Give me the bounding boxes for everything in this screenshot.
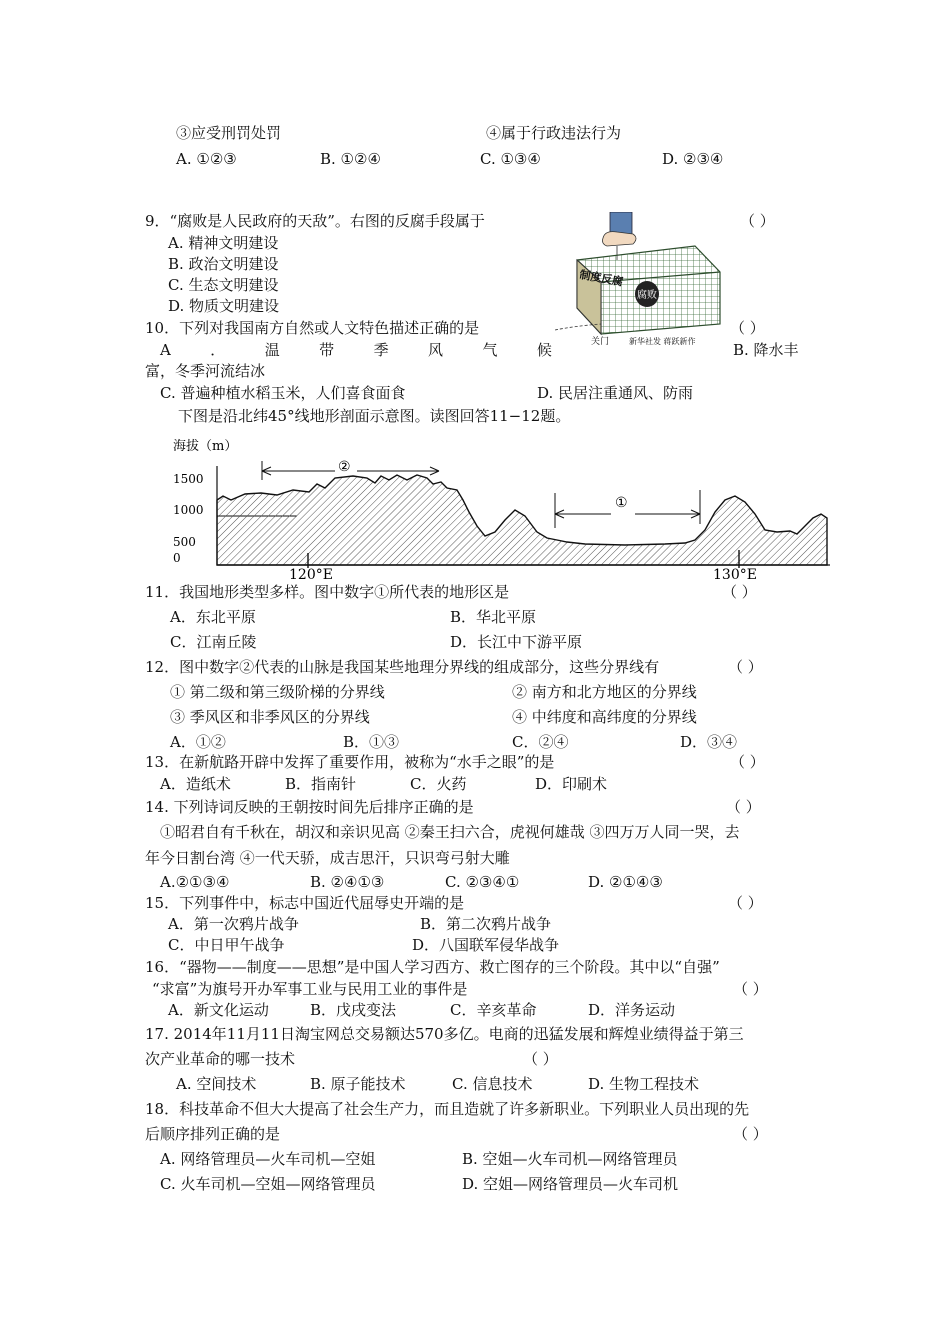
q12-item-2: ② 南方和北方地区的分界线 [512, 683, 697, 701]
q8-option-4: ④属于行政违法行为 [486, 124, 622, 142]
q12-stem: 12．图中数字②代表的山脉是我国某些地理分界线的组成部分，这些分界线有 [145, 658, 660, 676]
x-label-130e: 130°E [713, 567, 757, 583]
profile-y-label: 海拔（m） [173, 439, 238, 454]
q12-choice-c[interactable]: C．②④ [512, 733, 569, 751]
q15-stem: 15．下列事件中，标志中国近代屈辱史开端的是 [145, 894, 465, 912]
q10-stem: 10．下列对我国南方自然或人文特色描述正确的是 [145, 319, 480, 337]
q16-option-d[interactable]: D．洋务运动 [588, 1001, 676, 1019]
q9-answer-paren: （ ） [740, 212, 775, 230]
q18-answer-paren: （ ） [733, 1125, 768, 1143]
q10-a-char: A [160, 341, 171, 359]
q18-stem-line-1: 18．科技革命不但大大提高了社会生产力，而且造就了许多新职业。下列职业人员出现的先 [145, 1100, 750, 1118]
profile-intro: 下图是沿北纬45°线地形剖面示意图。读图回答11−12题。 [178, 407, 571, 425]
q11-option-c[interactable]: C．江南丘陵 [170, 633, 257, 651]
q16-option-b[interactable]: B．戊戌变法 [310, 1001, 397, 1019]
q18-stem-line-2: 后顺序排列正确的是 [145, 1125, 281, 1143]
q9-option-c[interactable]: C. 生态文明建设 [168, 276, 279, 294]
q8-choice-a[interactable]: A. ①②③ [176, 150, 237, 168]
q17-stem-line-2: 次产业革命的哪一技术 [145, 1050, 296, 1068]
q11-answer-paren: （ ） [722, 583, 757, 601]
q16-option-a[interactable]: A．新文化运动 [168, 1001, 269, 1019]
q13-option-d[interactable]: D．印刷术 [535, 775, 608, 793]
q14-poems-line-1: ①昭君自有千秋在，胡汉和亲识见高 ②秦王扫六合，虎视何雄哉 ③四万万人同一哭，去 [160, 823, 740, 841]
q18-option-d[interactable]: D. 空姐—网络管理员—火车司机 [462, 1175, 679, 1193]
q18-option-b[interactable]: B. 空姐—火车司机—网络管理员 [462, 1150, 678, 1168]
q9-stem: 9．“腐败是人民政府的天敌”。右图的反腐手段属于 [145, 212, 485, 230]
q15-option-c[interactable]: C．中日甲午战争 [168, 936, 285, 954]
q10-a-char: 温 [264, 341, 280, 359]
q10-option-b-head[interactable]: B. 降水丰 [733, 341, 799, 359]
q17-option-d[interactable]: D. 生物工程技术 [588, 1075, 700, 1093]
q13-option-c[interactable]: C．火药 [410, 775, 467, 793]
q14-answer-paren: （ ） [726, 798, 761, 816]
q12-choice-b[interactable]: B．①③ [343, 733, 400, 751]
q8-choice-b[interactable]: B. ①②④ [320, 150, 381, 168]
q10-a-char: 季 [373, 341, 389, 359]
q13-answer-paren: （ ） [730, 753, 765, 771]
q10-option-b-tail: 富，冬季河流结冰 [145, 362, 266, 380]
q14-choice-c[interactable]: C. ②③④① [445, 873, 520, 891]
q18-option-a[interactable]: A. 网络管理员—火车司机—空姐 [160, 1150, 376, 1168]
q16-answer-paren: （ ） [733, 980, 768, 998]
cartoon-caption-gate: 关门 [591, 337, 610, 347]
q15-answer-paren: （ ） [728, 894, 763, 912]
q9-option-d[interactable]: D. 物质文明建设 [168, 297, 280, 315]
q15-option-b[interactable]: B．第二次鸦片战争 [420, 915, 552, 933]
q10-option-d[interactable]: D. 民居注重通风、防雨 [537, 384, 694, 402]
q14-stem: 14. 下列诗词反映的王朝按时间先后排序正确的是 [145, 798, 474, 816]
q14-choice-a[interactable]: A.②①③④ [160, 873, 230, 891]
q14-choice-d[interactable]: D. ②①④③ [588, 873, 663, 891]
q17-option-b[interactable]: B. 原子能技术 [310, 1075, 406, 1093]
cage-sign-text: 制度反腐 [578, 268, 625, 289]
profile-marker-2: ② [338, 459, 351, 475]
q10-a-char: 气 [482, 341, 498, 359]
y-tick-0: 0 [173, 551, 181, 565]
q8-option-3: ③应受刑罚处罚 [176, 124, 282, 142]
q10-option-c[interactable]: C. 普遍种植水稻玉米，人们喜食面食 [160, 384, 406, 402]
q15-option-d[interactable]: D．八国联军侵华战争 [412, 936, 560, 954]
q16-stem-line-1: 16．“器物——制度——思想”是中国人学习西方、救亡图存的三个阶段。其中以“自强” [145, 958, 720, 976]
q12-choice-a[interactable]: A．①② [170, 733, 226, 751]
q12-item-4: ④ 中纬度和高纬度的分界线 [512, 708, 697, 726]
q18-option-c[interactable]: C. 火车司机—空姐—网络管理员 [160, 1175, 376, 1193]
hand-shape [603, 232, 637, 246]
profile-marker-1: ① [615, 495, 628, 511]
x-label-120e: 120°E [289, 567, 333, 583]
q8-choice-d[interactable]: D. ②③④ [662, 150, 724, 168]
q17-answer-paren: （ ） [523, 1050, 558, 1068]
q12-choice-d[interactable]: D．③④ [680, 733, 738, 751]
y-tick-500: 500 [173, 535, 196, 549]
caged-label: 腐败 [637, 290, 657, 301]
q9-option-b[interactable]: B. 政治文明建设 [168, 255, 279, 273]
q11-option-d[interactable]: D．长江中下游平原 [450, 633, 583, 651]
q16-stem-line-2: “求富”为旗号开办军事工业与民用工业的事件是 [152, 980, 468, 998]
q10-a-char: 带 [319, 341, 335, 359]
q10-answer-paren: （ ） [730, 319, 765, 337]
q10-option-a-line[interactable] [160, 340, 552, 360]
q14-poems-line-2: 年今日割台湾 ④一代天骄，成吉思汗，只识弯弓射大雕 [145, 849, 510, 867]
q11-option-b[interactable]: B．华北平原 [450, 608, 537, 626]
q17-option-c[interactable]: C. 信息技术 [452, 1075, 533, 1093]
cartoon-credit: 新华社发 蒋跃新作 [629, 337, 696, 346]
q10-a-char: 风 [428, 341, 444, 359]
y-tick-1500: 1500 [173, 472, 204, 486]
q16-option-c[interactable]: C．辛亥革命 [450, 1001, 537, 1019]
q17-option-a[interactable]: A. 空间技术 [176, 1075, 257, 1093]
terrain-shape [217, 475, 827, 565]
q12-answer-paren: （ ） [728, 658, 763, 676]
terrain-profile-diagram [165, 428, 835, 583]
q12-item-3: ③ 季风区和非季风区的分界线 [170, 708, 370, 726]
q9-option-a[interactable]: A. 精神文明建设 [168, 234, 279, 252]
q15-option-a[interactable]: A．第一次鸦片战争 [168, 915, 299, 933]
q17-stem-line-1: 17. 2014年11月11日淘宝网总交易额达570多亿。电商的迅猛发展和辉煌业绩得益于第三 [145, 1025, 744, 1043]
q10-a-char: ． [210, 341, 226, 359]
q11-stem: 11．我国地形类型多样。图中数字①所代表的地形区是 [145, 583, 510, 601]
q13-stem: 13．在新航路开辟中发挥了重要作用，被称为“水手之眼”的是 [145, 753, 555, 771]
y-tick-1000: 1000 [173, 503, 204, 517]
q10-a-char: 候 [536, 341, 552, 359]
q14-choice-b[interactable]: B. ②④①③ [310, 873, 385, 891]
q13-option-b[interactable]: B．指南针 [285, 775, 357, 793]
q12-item-1: ① 第二级和第三级阶梯的分界线 [170, 683, 385, 701]
q13-option-a[interactable]: A．造纸术 [160, 775, 231, 793]
q8-choice-c[interactable]: C. ①③④ [480, 150, 541, 168]
anti-corruption-cartoon [555, 212, 730, 348]
q11-option-a[interactable]: A．东北平原 [170, 608, 256, 626]
